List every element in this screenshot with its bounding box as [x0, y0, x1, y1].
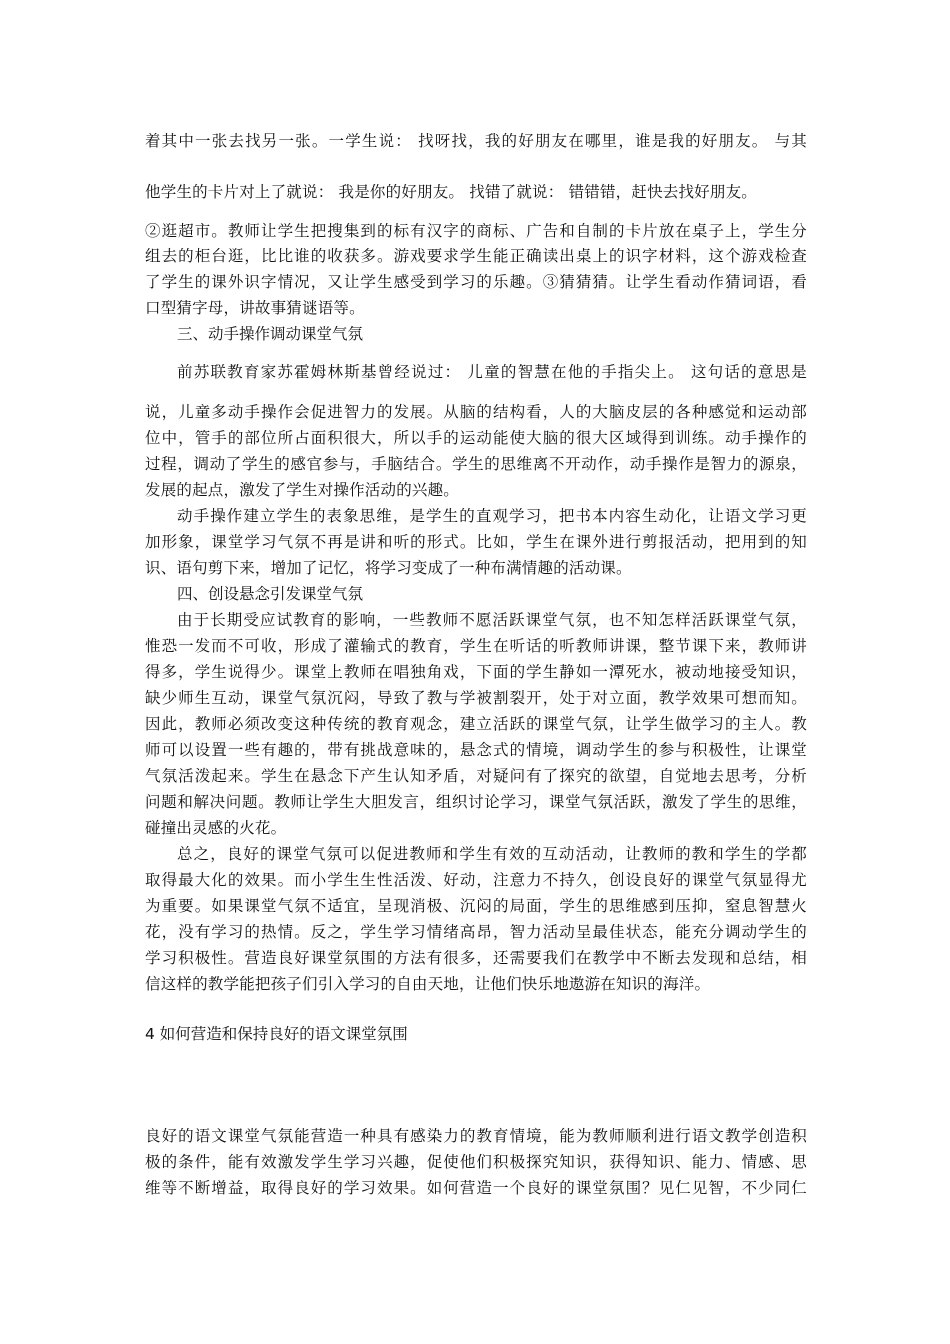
paragraph-line: 口型猜字母，讲故事猜谜语等。	[145, 299, 365, 317]
paragraph-line: 动手操作建立学生的表象思维，是学生的直观学习，把书本内容生动化，让语文学习更	[177, 507, 807, 525]
paragraph-line: 因此，教师必须改变这种传统的教育观念，建立活跃的课堂气氛，让学生做学习的主人。教	[145, 715, 807, 733]
paragraph-line: 花，没有学习的热情。反之，学生学习情绪高昂，智力活动呈最佳状态，能充分调动学生的	[145, 923, 807, 941]
paragraph-line: 说，儿童多动手操作会促进智力的发展。从脑的结构看，人的大脑皮层的各种感觉和运动部	[145, 403, 807, 421]
section-heading: 三、动手操作调动课堂气氛	[177, 325, 364, 343]
paragraph-line: 极的条件，能有效激发学生学习兴趣，促使他们积极探究知识，获得知识、能力、情感、思	[145, 1153, 807, 1171]
paragraph-line: 他学生的卡片对上了就说： 我是你的好朋友。 找错了就说： 错错错，赶快去找好朋友。	[145, 183, 757, 201]
paragraph-line: 碰撞出灵感的火花。	[145, 819, 287, 837]
paragraph-line: 取得最大化的效果。而小学生生性活泼、好动，注意力不持久，创设良好的课堂气氛显得尤	[145, 871, 807, 889]
paragraph-line: 学习积极性。营造良好课堂氛围的方法有很多，还需要我们在教学中不断去发现和总结，相	[145, 949, 807, 967]
paragraph-line: 位中，管手的部位所占面积很大，所以手的运动能使大脑的很大区域得到训练。动手操作的	[145, 429, 807, 447]
paragraph-line: 缺少师生互动，课堂气氛沉闷，导致了教与学被割裂开，处于对立面，教学效果可想而知。	[145, 689, 807, 707]
section-title: 4 如何营造和保持良好的语文课堂氛围	[145, 1025, 408, 1043]
section-heading: 四、创设悬念引发课堂气氛	[177, 585, 364, 603]
paragraph-line: 着其中一张去找另一张。一学生说： 找呀找，我的好朋友在哪里，谁是我的好朋友。 与其	[145, 132, 807, 150]
paragraph-line: 总之，良好的课堂气氛可以促进教师和学生有效的互动活动，让教师的教和学生的学都	[177, 845, 807, 863]
paragraph-line: 过程，调动了学生的感官参与，手脑结合。学生的思维离不开动作，动手操作是智力的源泉，	[145, 455, 807, 473]
paragraph-line: 前苏联教育家苏霍姆林斯基曾经说过： 儿童的智慧在他的手指尖上。 这句话的意思是	[177, 363, 807, 381]
paragraph-line: 师可以设置一些有趣的，带有挑战意味的，悬念式的情境，调动学生的参与积极性，让课堂	[145, 741, 807, 759]
paragraph-line: 组去的柜台逛，比比谁的收获多。游戏要求学生能正确读出桌上的识字材料，这个游戏检查	[145, 247, 807, 265]
paragraph-line: 为重要。如果课堂气氛不适宜，呈现消极、沉闷的局面，学生的思维感到压抑，窒息智慧火	[145, 897, 807, 915]
paragraph-line: 问题和解决问题。教师让学生大胆发言，组织讨论学习，课堂气氛活跃，激发了学生的思维，	[145, 793, 807, 811]
paragraph-line: 加形象，课堂学习气氛不再是讲和听的形式。比如，学生在课外进行剪报活动，把用到的知	[145, 533, 807, 551]
paragraph-line: 了学生的课外识字情况，又让学生感受到学习的乐趣。③猜猜猜。让学生看动作猜词语，看	[145, 273, 807, 291]
paragraph-line: 维等不断增益，取得良好的学习效果。如何营造一个良好的课堂氛围？见仁见智，不少同仁	[145, 1179, 807, 1197]
paragraph-line: 发展的起点，激发了学生对操作活动的兴趣。	[145, 481, 460, 499]
paragraph-line: 气氛活泼起来。学生在悬念下产生认知矛盾，对疑问有了探究的欲望，自觉地去思考，分析	[145, 767, 807, 785]
paragraph-line: 惟恐一发而不可收，形成了灌输式的教育，学生在听话的听教师讲课，整节课下来，教师讲	[145, 637, 807, 655]
paragraph-line: 良好的语文课堂气氛能营造一种具有感染力的教育情境，能为教师顺利进行语文教学创造积	[145, 1127, 807, 1145]
paragraph-line: ②逛超市。教师让学生把搜集到的标有汉字的商标、广告和自制的卡片放在桌子上，学生分	[145, 222, 807, 240]
paragraph-line: 由于长期受应试教育的影响，一些教师不愿活跃课堂气氛，也不知怎样活跃课堂气氛，	[177, 611, 807, 629]
paragraph-line: 信这样的教学能把孩子们引入学习的自由天地，让他们快乐地遨游在知识的海洋。	[145, 975, 711, 993]
paragraph-line: 得多，学生说得少。课堂上教师在唱独角戏，下面的学生静如一潭死水，被动地接受知识，	[145, 663, 807, 681]
paragraph-line: 识、语句剪下来，增加了记忆，将学习变成了一种布满情趣的活动课。	[145, 559, 632, 577]
